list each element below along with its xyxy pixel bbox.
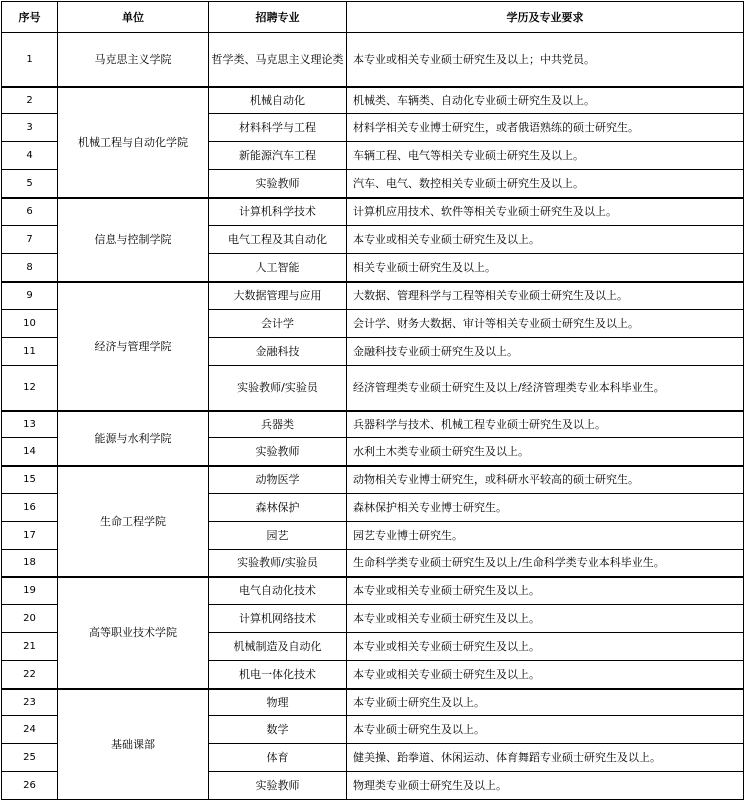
requirement-text: 兵器科学与技术、机械工程专业硕士研究生及以上。 [347, 411, 744, 438]
header-requirement: 学历及专业要求 [347, 2, 744, 33]
requirement-text: 经济管理类专业硕士研究生及以上/经济管理类专业本科毕业生。 [347, 366, 744, 411]
header-unit: 单位 [58, 2, 209, 33]
table-row [2, 411, 744, 438]
table-row [2, 33, 744, 87]
major-name: 体育 [209, 744, 347, 772]
table-row [2, 577, 744, 605]
major-name: 电气自动化技术 [209, 577, 347, 605]
row-number: 22 [2, 661, 58, 689]
unit-name: 生命工程学院 [58, 466, 209, 577]
requirement-text: 本专业或相关专业硕士研究生及以上。 [347, 661, 744, 689]
row-number: 19 [2, 577, 58, 605]
unit-name: 能源与水利学院 [58, 411, 209, 466]
table-row [2, 466, 744, 494]
requirement-text: 动物相关专业博士研究生，或科研水平较高的硕士研究生。 [347, 466, 744, 494]
major-name: 物理 [209, 689, 347, 716]
major-name: 机电一体化技术 [209, 661, 347, 689]
header-major: 招聘专业 [209, 2, 347, 33]
row-number: 13 [2, 411, 58, 438]
requirement-text: 计算机应用技术、软件等相关专业硕士研究生及以上。 [347, 198, 744, 226]
requirement-text: 本专业或相关专业硕士研究生及以上。 [347, 605, 744, 633]
major-name: 实验教师/实验员 [209, 366, 347, 411]
major-name: 哲学类、马克思主义理论类 [209, 33, 347, 87]
requirement-text: 本专业或相关专业硕士研究生及以上；中共党员。 [347, 33, 744, 87]
row-number: 17 [2, 522, 58, 550]
major-name: 新能源汽车工程 [209, 142, 347, 170]
row-number: 3 [2, 114, 58, 142]
requirement-text: 本专业硕士研究生及以上。 [347, 689, 744, 716]
row-number: 2 [2, 87, 58, 114]
major-name: 实验教师 [209, 438, 347, 466]
row-number: 11 [2, 338, 58, 366]
major-name: 森林保护 [209, 494, 347, 522]
requirement-text: 本专业或相关专业硕士研究生及以上。 [347, 577, 744, 605]
header-no: 序号 [2, 2, 58, 33]
row-number: 5 [2, 170, 58, 198]
unit-name: 高等职业技术学院 [58, 577, 209, 689]
table-row [2, 689, 744, 716]
row-number: 15 [2, 466, 58, 494]
requirement-text: 物理类专业硕士研究生及以上。 [347, 772, 744, 800]
row-number: 6 [2, 198, 58, 226]
requirement-text: 机械类、车辆类、自动化专业硕士研究生及以上。 [347, 87, 744, 114]
row-number: 7 [2, 226, 58, 254]
requirement-text: 汽车、电气、数控相关专业硕士研究生及以上。 [347, 170, 744, 198]
requirement-text: 森林保护相关专业博士研究生。 [347, 494, 744, 522]
row-number: 18 [2, 550, 58, 577]
requirement-text: 材料学相关专业博士研究生，或者俄语熟练的硕士研究生。 [347, 114, 744, 142]
major-name: 计算机网络技术 [209, 605, 347, 633]
requirement-text: 本专业或相关专业硕士研究生及以上。 [347, 633, 744, 661]
requirement-text: 相关专业硕士研究生及以上。 [347, 254, 744, 282]
major-name: 实验教师 [209, 772, 347, 800]
major-name: 实验教师/实验员 [209, 550, 347, 577]
major-name: 会计学 [209, 310, 347, 338]
row-number: 24 [2, 716, 58, 744]
row-number: 21 [2, 633, 58, 661]
table-row [2, 198, 744, 226]
major-name: 动物医学 [209, 466, 347, 494]
requirement-text: 本专业硕士研究生及以上。 [347, 716, 744, 744]
header-row [2, 2, 744, 33]
requirement-text: 生命科学类专业硕士研究生及以上/生命科学类专业本科毕业生。 [347, 550, 744, 577]
row-number: 14 [2, 438, 58, 466]
recruitment-table [1, 1, 744, 800]
major-name: 计算机科学技术 [209, 198, 347, 226]
unit-name: 经济与管理学院 [58, 282, 209, 411]
row-number: 8 [2, 254, 58, 282]
major-name: 材料科学与工程 [209, 114, 347, 142]
major-name: 实验教师 [209, 170, 347, 198]
requirement-text: 健美操、跆拳道、休闲运动、体育舞蹈专业硕士研究生及以上。 [347, 744, 744, 772]
requirement-text: 大数据、管理科学与工程等相关专业硕士研究生及以上。 [347, 282, 744, 310]
row-number: 26 [2, 772, 58, 800]
major-name: 电气工程及其自动化 [209, 226, 347, 254]
major-name: 金融科技 [209, 338, 347, 366]
row-number: 16 [2, 494, 58, 522]
table-row [2, 87, 744, 114]
row-number: 4 [2, 142, 58, 170]
row-number: 1 [2, 33, 58, 87]
major-name: 人工智能 [209, 254, 347, 282]
major-name: 兵器类 [209, 411, 347, 438]
row-number: 10 [2, 310, 58, 338]
major-name: 机械制造及自动化 [209, 633, 347, 661]
table-body [2, 33, 744, 800]
major-name: 机械自动化 [209, 87, 347, 114]
row-number: 12 [2, 366, 58, 411]
row-number: 23 [2, 689, 58, 716]
row-number: 20 [2, 605, 58, 633]
requirement-text: 金融科技专业硕士研究生及以上。 [347, 338, 744, 366]
unit-name: 基础课部 [58, 689, 209, 800]
unit-name: 信息与控制学院 [58, 198, 209, 282]
requirement-text: 水利土木类专业硕士研究生及以上。 [347, 438, 744, 466]
table-row [2, 282, 744, 310]
major-name: 大数据管理与应用 [209, 282, 347, 310]
unit-name: 马克思主义学院 [58, 33, 209, 87]
requirement-text: 会计学、财务大数据、审计等相关专业硕士研究生及以上。 [347, 310, 744, 338]
requirement-text: 车辆工程、电气等相关专业硕士研究生及以上。 [347, 142, 744, 170]
row-number: 9 [2, 282, 58, 310]
requirement-text: 园艺专业博士研究生。 [347, 522, 744, 550]
unit-name: 机械工程与自动化学院 [58, 87, 209, 198]
requirement-text: 本专业或相关专业硕士研究生及以上。 [347, 226, 744, 254]
major-name: 数学 [209, 716, 347, 744]
row-number: 25 [2, 744, 58, 772]
major-name: 园艺 [209, 522, 347, 550]
